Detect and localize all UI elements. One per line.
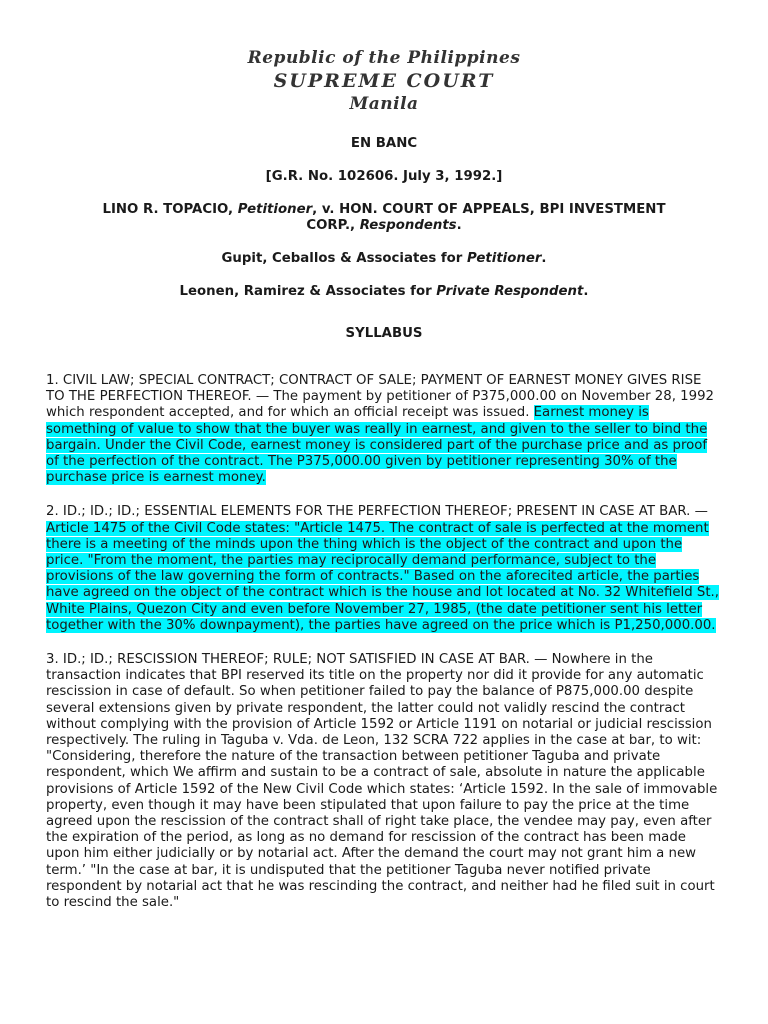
syllabus-heading: SYLLABUS [345,326,423,341]
paragraph-1-highlight: Earnest money is something of value to show that the buyer was really in earnest, and given to the seller to bind the bargain. Under the Civil Code, earnest money is considered part of the purchase price and as proof of the perfection of the contract. The P375,000.00 given by petitioner representing 30% of the purchase price is earnest money. [46,405,708,486]
petitioner-counsel [46,251,722,267]
respondent-counsel-period: . [583,284,589,299]
versus-respondents: , v. HON. COURT OF APPEALS, BPI INVESTMENT CORP., [306,202,666,233]
respondent-counsel [46,284,722,300]
masthead-manila: Manila [349,94,419,114]
syllabus-paragraph-2 [46,504,722,634]
paragraph-3-text: 3. ID.; ID.; RESCISSION THEREOF; RULE; NOT SATISFIED IN CASE AT BAR. — Nowhere in the transaction indicates that BPI reserved its title on the property nor did it provide for any automatic rescission in case of default. So when petitioner failed to pay the balance of P875,000.00 despite several extensions given by private respondent, the latter could not validly rescind the contract without complying with the provision of Article 1592 or Article 1191 on notarial or judicial rescission respectively. The ruling in Taguba v. Vda. de Leon, 132 SCRA 722 applies in the case at bar, to wit: "Considering, therefore the nature of the transaction between petitioner Taguba and private respondent, which We affirm and sustain to be a contract of sale, absolute in nature the applicable provisions of Article 1592 of the New Civil Code which states: ‘Article 1592. In the sale of immovable property, even though it may have been stipulated that upon failure to pay the price at the time agreed upon the rescission of the contract shall of right take place, the vendee may pay, even after the expiration of the period, as long as no demand for rescission of the contract has been made upon him either judicially or by notarial act. After the demand the court may not grant him a new term.’ "In the case at bar, it is undisputed that the petitioner Taguba never notified private respondent by notarial act that he was rescinding the contract, and neither had he filed suit in court to rescind the sale." [46,652,718,911]
masthead-supreme-court: SUPREME COURT [273,70,495,92]
paragraph-1-text: 1. CIVIL LAW; SPECIAL CONTRACT; CONTRACT OF SALE; PAYMENT OF EARNEST MONEY GIVES RISE TO THE PERFECTION THEREOF. — The payment by petitioner of P375,000.00 on November 28, 1992 which respondent accepted, and for which an official receipt was issued. [46,373,715,421]
respondent-counsel-role: Private Respondent [436,284,584,299]
case-parties [46,202,722,234]
syllabus-paragraph-1 [46,373,722,486]
petitioner-counsel-period: . [541,251,547,266]
petitioner-counsel-role: Petitioner [467,251,542,266]
division-heading: EN BANC [350,136,418,151]
court-masthead [46,0,722,116]
parties-period: . [456,218,462,233]
respondent-role: Respondents [359,218,457,233]
respondent-counsel-firm: Leonen, Ramirez & Associates for [179,284,437,299]
masthead-republic: Republic of the Philippines [247,48,521,68]
petitioner-counsel-firm: Gupit, Ceballos & Associates for [221,251,467,266]
case-number: [G.R. No. 102606. July 3, 1992.] [265,169,503,184]
paragraph-2-text: 2. ID.; ID.; ID.; ESSENTIAL ELEMENTS FOR THE PERFECTION THEREOF; PRESENT IN CASE AT BAR. — [46,504,708,520]
syllabus-paragraph-3 [46,652,722,911]
paragraph-2-highlight: Article 1475 of the Civil Code states: "Article 1475. The contract of sale is perfected at the moment there is a meeting of the minds upon the thing which is the object of the contract and upon the price. "From the moment, the parties may reciprocally demand performance, subject to the provisions of the law governing the form of contracts." Based on the aforecited article, the parties have agreed on the object of the contract which is the house and lot located at No. 32 Whitefield St., White Plains, Quezon City and even before November 27, 1985, (the date petitioner sent his letter together with the 30% downpayment), the parties have agreed on the price which is P1,250,000.00. [46,520,719,633]
petitioner-role: Petitioner [237,202,313,217]
petitioner-name: LINO R. TOPACIO, [102,202,238,217]
